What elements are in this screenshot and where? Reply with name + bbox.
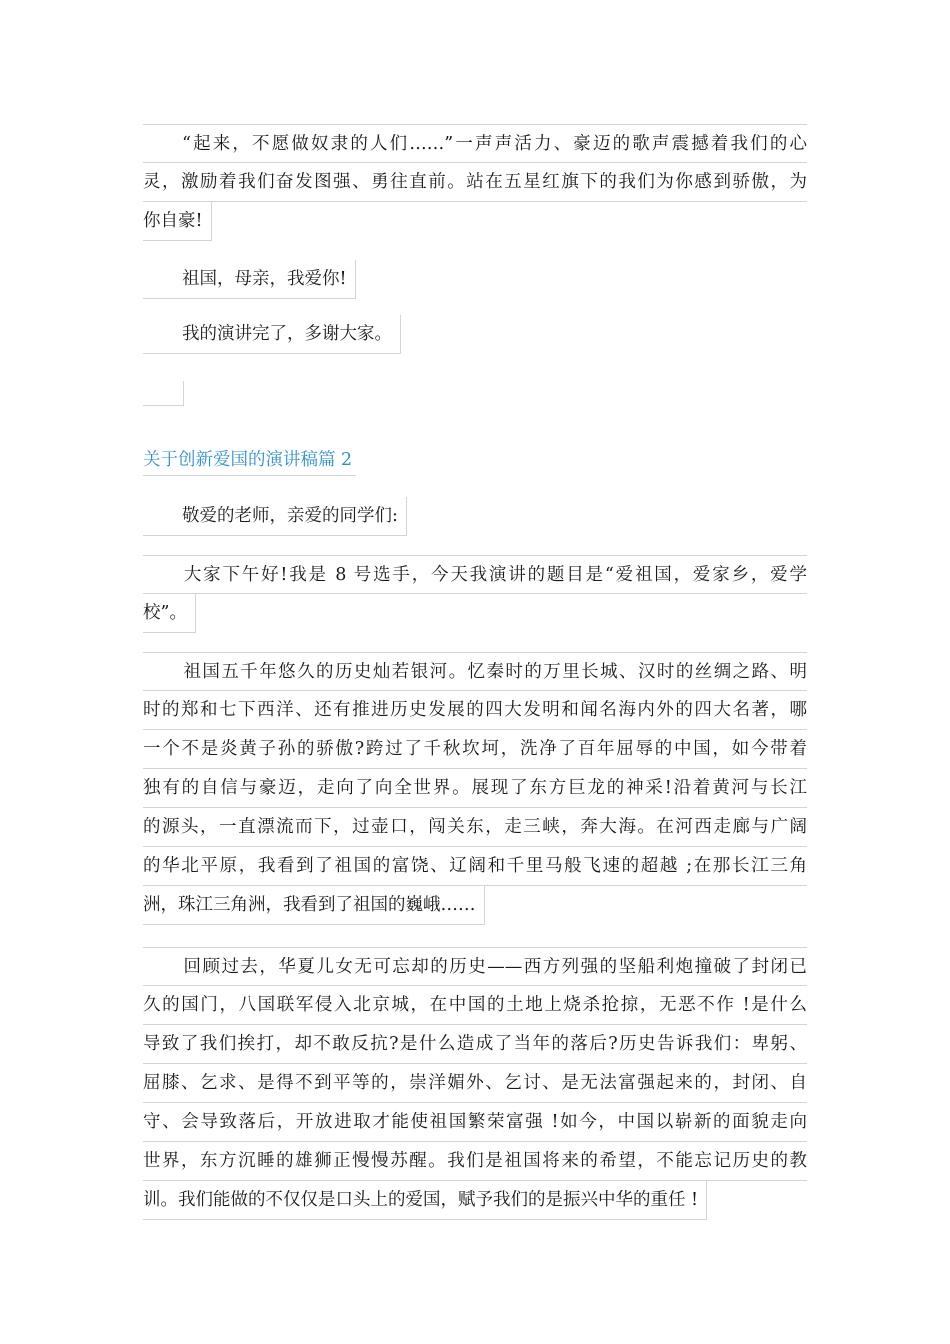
text-line: 敬爱的老师，亲爱的同学们: [143, 497, 407, 536]
text-line: 久的国门，八国联军侵入北京城，在中国的土地上烧杀抢掠，无恶不作 !是什么 [143, 986, 807, 1025]
text-line: 校”。 [143, 594, 196, 633]
paragraph-intro [143, 555, 807, 637]
text-line: 的源头，一直漂流而下，过壶口，闯关东，走三峡，奔大海。在河西走廊与广阔 [143, 808, 807, 847]
paragraph-love-motherland [143, 260, 807, 303]
text-line: 大家下午好!我是 8 号选手，今天我演讲的题目是“爱祖国，爱家乡，爱学 [143, 555, 807, 594]
text-line: 回顾过去，华夏儿女无可忘却的历史——西方列强的坚船利炮撞破了封闭已 [143, 947, 807, 986]
text-line: 的华北平原，我看到了祖国的富饶、辽阔和千里马般飞速的超越 ;在那长江三角 [143, 847, 807, 886]
text-line: 我的演讲完了，多谢大家。 [143, 315, 401, 354]
text-line: 一个不是炎黄子孙的骄傲?跨过了千秋坎坷，洗净了百年屈辱的中国，如今带着 [143, 730, 807, 769]
text-line: 导致了我们挨打，却不敢反抗?是什么造成了当年的落后?历史告诉我们：卑躬、 [143, 1025, 807, 1064]
paragraph-review [143, 947, 807, 1224]
text-line: 时的郑和七下西洋、还有推进历史发展的四大发明和闻名海内外的四大名著，哪 [143, 691, 807, 730]
text-line: 屈膝、乞求、是得不到平等的，崇洋媚外、乞讨、是无法富强起来的，封闭、自 [143, 1064, 807, 1103]
paragraph-anthem [143, 124, 807, 245]
text-line: 世界，东方沉睡的雄狮正慢慢苏醒。我们是祖国将来的希望，不能忘记历史的教 [143, 1142, 807, 1181]
text-line: “起来，不愿做奴隶的人们……”一声声活力、豪迈的歌声震撼着我们的心 [143, 124, 807, 163]
paragraph-greeting [143, 497, 807, 540]
text-line: 祖国，母亲，我爱你! [143, 260, 356, 299]
paragraph-closing [143, 315, 807, 358]
text-line: 你自豪! [143, 202, 212, 241]
text-line: 守、会导致落后，开放进取才能使祖国繁荣富强 !如今，中国以崭新的面貌走向 [143, 1103, 807, 1142]
empty-paragraph [143, 381, 184, 406]
text-line: 训。我们能做的不仅仅是口头上的爱国，赋予我们的是振兴中华的重任 ! [143, 1181, 707, 1220]
paragraph-history [143, 652, 807, 929]
section-heading: 关于创新爱国的演讲稿篇 2 [143, 446, 356, 476]
text-line: 独有的自信与豪迈，走向了向全世界。展现了东方巨龙的神采!沿着黄河与长江 [143, 769, 807, 808]
text-line: 祖国五千年悠久的历史灿若银河。忆秦时的万里长城、汉时的丝绸之路、明 [143, 652, 807, 691]
text-line: 洲，珠江三角洲，我看到了祖国的巍峨…… [143, 886, 485, 925]
text-line: 灵，激励着我们奋发图强、勇往直前。站在五星红旗下的我们为你感到骄傲，为 [143, 163, 807, 202]
